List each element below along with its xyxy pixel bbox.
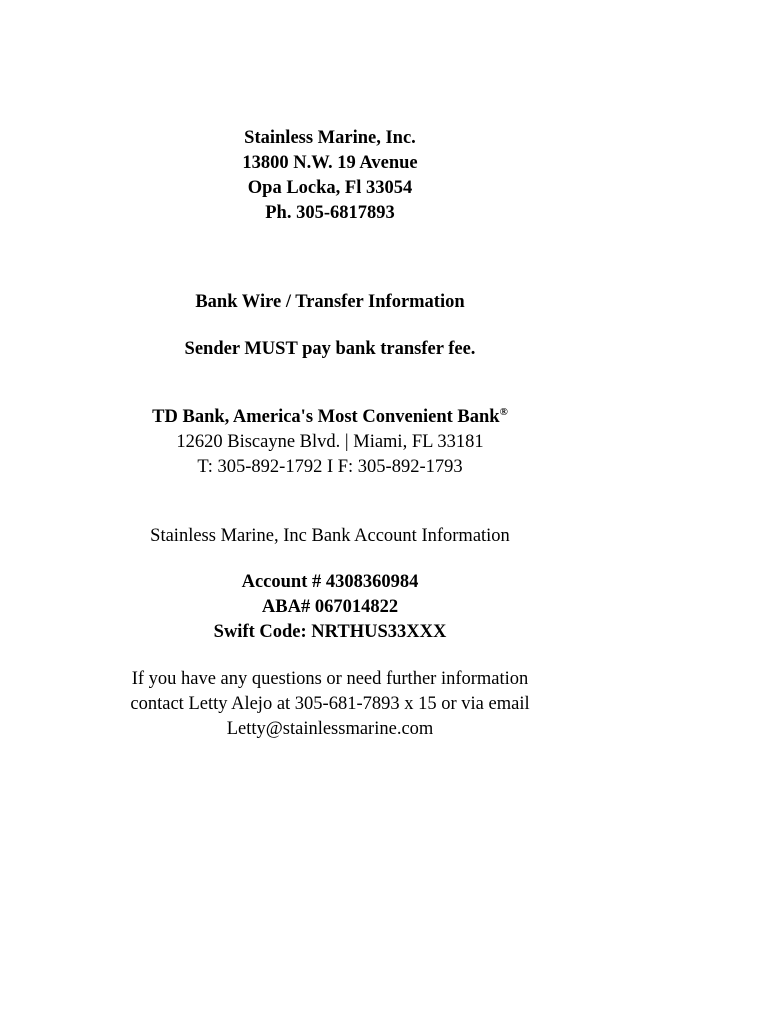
account-details [30, 570, 630, 645]
contact-line-1: If you have any questions or need further information [131, 669, 529, 689]
contact-email: Letty@stainlessmarine.com [226, 719, 434, 739]
bank-address: 12620 Biscayne Blvd. | Miami, FL 33181 [176, 432, 484, 452]
contact-info [30, 667, 630, 742]
wire-heading-block [30, 290, 630, 315]
fee-notice: Sender MUST pay bank transfer fee. [184, 339, 476, 359]
contact-line-2: contact Letty Alejo at 305-681-7893 x 15 or via email [130, 694, 530, 714]
company-city: Opa Locka, Fl 33054 [247, 178, 413, 198]
account-number: Account # 4308360984 [241, 572, 419, 592]
company-header [30, 126, 630, 226]
bank-phones: T: 305-892-1792 I F: 305-892-1793 [197, 457, 463, 477]
bank-name-line [30, 405, 630, 430]
aba-number: ABA# 067014822 [261, 597, 399, 617]
account-intro: Stainless Marine, Inc Bank Account Information [150, 526, 510, 546]
company-phone: Ph. 305-6817893 [265, 203, 395, 223]
fee-notice-block [30, 337, 630, 362]
swift-code: Swift Code: NRTHUS33XXX [213, 622, 447, 642]
registered-mark: ® [499, 406, 508, 418]
bank-info [30, 405, 630, 480]
company-name: Stainless Marine, Inc. [244, 128, 416, 148]
wire-heading: Bank Wire / Transfer Information [195, 292, 465, 312]
bank-name: TD Bank, America's Most Convenient Bank [152, 407, 500, 427]
account-intro-block [30, 524, 630, 549]
company-street: 13800 N.W. 19 Avenue [242, 153, 418, 173]
